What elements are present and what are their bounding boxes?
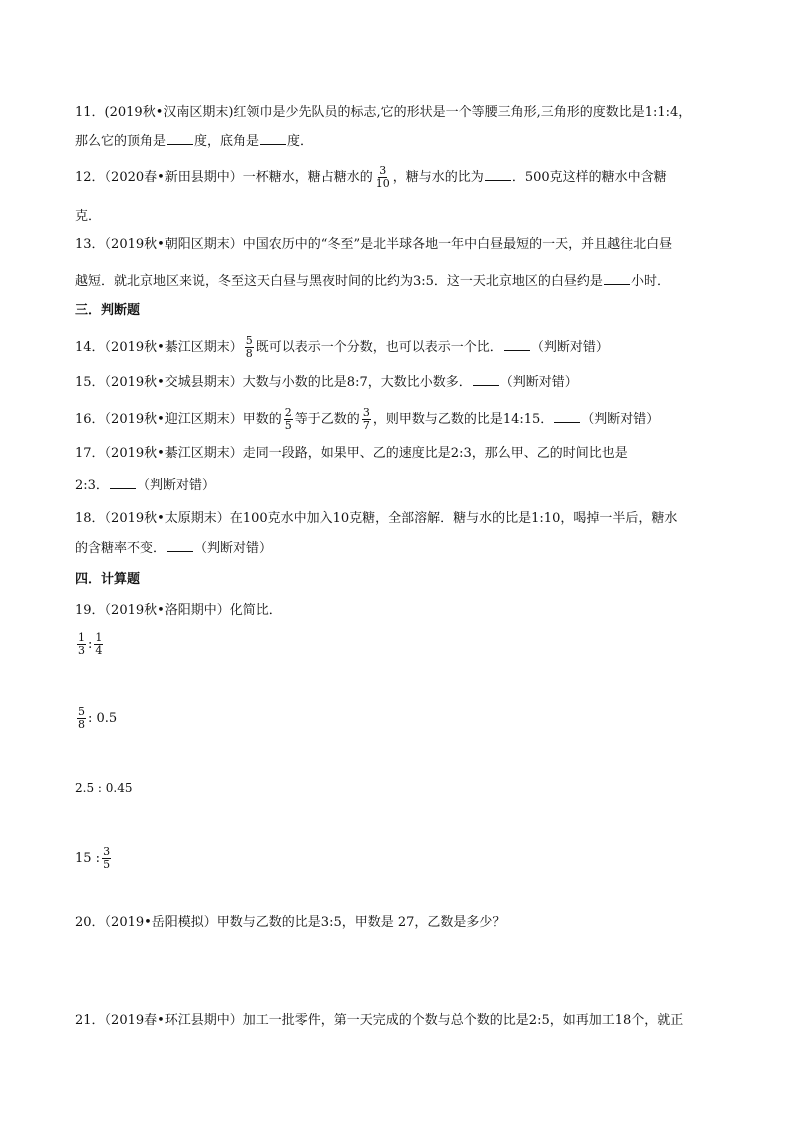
answer-blank[interactable] bbox=[167, 132, 193, 145]
section-heading-judgment: 三．判断题 bbox=[75, 303, 141, 318]
question-20: 20．（2019•岳阳模拟）甲数与乙数的比是3:5，甲数是 27，乙数是多少？ bbox=[75, 915, 506, 930]
expression-3: 2.5 : 0.45 bbox=[75, 781, 133, 795]
expression-2: $\frac{5}{8}$ : 0.5 bbox=[78, 705, 118, 731]
fraction: $\frac{1}{3}$ bbox=[78, 631, 85, 657]
fraction: $\frac{3}{7}$ bbox=[362, 406, 370, 432]
answer-blank[interactable] bbox=[554, 410, 580, 423]
fraction: $\frac{2}{5}$ bbox=[284, 406, 292, 432]
question-12-line-1: 12．（2020春•新田县期中）一杯糖水，糖占糖水的 $\frac{3}{10}$ ，糖与水的比为 ．500克这样的糖水中含糖 bbox=[75, 164, 667, 190]
question-11-line-1: 11．(2019秋•汉南区期末)红领巾是少先队员的标志,它的形状是一个等腰三角形,三角形的度数比是1:1:4， bbox=[75, 105, 692, 120]
answer-blank[interactable] bbox=[260, 132, 286, 145]
fraction: $\frac{5}{8}$ bbox=[245, 334, 253, 360]
question-16: 16．（2019秋•迎江区期末）甲数的 $\frac{2}{5}$ 等于乙数的 $\frac{3}{7}$ ，则甲数与乙数的比是14:15． （判断对错） bbox=[75, 406, 660, 432]
question-17-line-2: 2:3． （判断对错） bbox=[75, 478, 215, 493]
answer-blank[interactable] bbox=[110, 476, 136, 489]
question-17-line-1: 17．（2019秋•綦江区期末）走同一段路，如果甲、乙的速度比是2:3，那么甲、乙的时间比也是 bbox=[75, 446, 628, 461]
section-heading-calculation: 四．计算题 bbox=[75, 572, 141, 587]
question-15: 15．（2019秋•交城县期末）大数与小数的比是8:7，大数比小数多． （判断对错） bbox=[75, 375, 578, 390]
question-18-line-1: 18．（2019秋•太原期末）在100克水中加入10克糖，全部溶解．糖与水的比是1:10，喝掉一半后，糖水 bbox=[75, 511, 678, 526]
question-14: 14．（2019秋•綦江区期末） $\frac{5}{8}$ 既可以表示一个分数，也可以表示一个比． （判断对错） bbox=[75, 334, 609, 360]
answer-blank[interactable] bbox=[473, 373, 499, 386]
question-13-line-2: 越短．就北京地区来说，冬至这天白昼与黑夜时间的比约为3:5．这一天北京地区的白昼约是 小时． bbox=[75, 274, 670, 289]
answer-blank[interactable] bbox=[604, 272, 630, 285]
fraction: $\frac{3}{10}$ bbox=[375, 164, 390, 190]
question-18-line-2: 的含糖率不变． （判断对错） bbox=[75, 541, 273, 556]
question-11-line-2: 那么它的顶角是 度，底角是 度． bbox=[75, 134, 314, 149]
question-21: 21．（2019春•环江县期中）加工一批零件，第一天完成的个数与总个数的比是2:5，如再加工18个，就正 bbox=[75, 1013, 684, 1028]
question-12-line-2: 克． bbox=[75, 209, 102, 224]
expression-1: $\frac{1}{3}$ : $\frac{1}{4}$ bbox=[78, 631, 103, 657]
question-19: 19．（2019秋•洛阳期中）化简比． bbox=[75, 603, 282, 618]
question-13-line-1: 13．（2019秋•朝阳区期末）中国农历中的“冬至”是北半球各地一年中白昼最短的一天，并且越往北白昼 bbox=[75, 237, 673, 252]
answer-blank[interactable] bbox=[485, 168, 511, 181]
answer-blank[interactable] bbox=[167, 539, 193, 552]
fraction: $\frac{1}{4}$ bbox=[95, 631, 103, 657]
fraction: $\frac{5}{8}$ bbox=[78, 705, 85, 731]
expression-4: 15 : $\frac{3}{5}$ bbox=[75, 845, 111, 871]
fraction: $\frac{3}{5}$ bbox=[103, 845, 111, 871]
answer-blank[interactable] bbox=[504, 338, 530, 351]
